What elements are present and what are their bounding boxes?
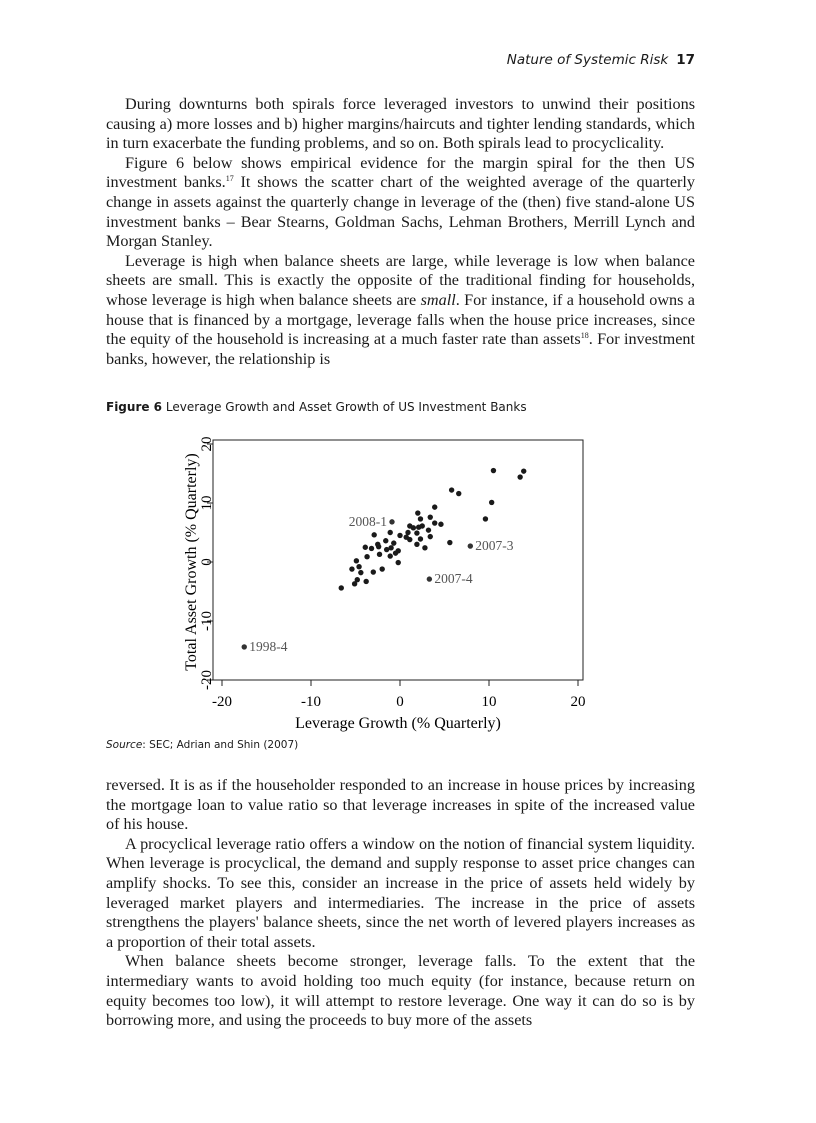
text: Figure 6 below shows empirical evidence for the margin spiral for the then US investment banks. [106,153,695,192]
scatter-point [369,546,374,551]
scatter-point [418,536,423,541]
scatter-point [491,468,496,473]
y-tick-label: -20 [199,670,215,690]
point-label: 1998-4 [249,638,288,654]
scatter-point [396,560,401,565]
scatter-point [415,510,420,515]
source-label: Source [106,739,143,751]
scatter-point [383,538,388,543]
paragraph: During downturns both spirals force leveraged investors to unwind their positions causing a) more losses and b) higher margins/haircuts and tighter lending standards, which in turn exacerbate the funding problems, and so on. Both spirals lead to procyclicality. [106,95,695,153]
scatter-point [420,523,425,528]
scatter-point [432,520,437,525]
scatter-point [364,554,369,559]
text: It shows the scatter chart of the weighted average of the quarterly change in assets against the quarterly change in leverage of the (then) five stand-alone US investment banks – Bear Stearns, Goldman Sachs, Lehman Brothers, Merrill Lynch and Morgan Stanley. [106,173,695,251]
scatter-point [380,566,385,571]
scatter-point [414,530,419,535]
y-tick-label: 0 [199,558,215,566]
scatter-point [388,530,393,535]
scatter-point [388,545,393,550]
scatter-point [407,537,412,542]
scatter-point [391,540,396,545]
point-label: 2007-4 [434,571,473,587]
scatter-point [388,553,393,558]
scatter-point [371,569,376,574]
scatter-point [517,474,522,479]
paragraph: When balance sheets become stronger, leverage falls. To the extent that the intermediary wants to avoid holding too much equity (for instance, because return on equity becomes too low), it will attempt to restore leverage. One way it can do so is by borrowing more, and using the proceeds to buy more of the assets [106,952,695,1030]
page-number: 17 [676,52,695,68]
y-axis-title: Total Asset Growth (% Quarterly) [183,453,200,671]
emphasis: small [420,290,456,309]
scatter-point [393,550,398,555]
scatter-point [371,532,376,537]
point-label: 2008-1 [348,513,387,529]
x-tick-label: 10 [481,694,497,710]
scatter-point [483,516,488,521]
labeled-point [389,519,394,524]
scatter-point [376,544,381,549]
scatter-point [363,545,368,550]
scatter-point [418,516,423,521]
scatter-point [356,564,361,569]
footnote-ref[interactable]: 17 [225,174,234,184]
paragraph: reversed. It is as if the householder responded to an increase in house prices by increasing the mortgage loan to value ratio so that leverage increases in spite of the increased value of his house. [106,776,695,834]
figure-caption [106,400,527,414]
text: . For investment banks, however, the relationship is [106,330,695,368]
scatter-chart [170,430,610,740]
point-label: 2007-3 [475,538,514,554]
scatter-point [432,504,437,509]
scatter-point [489,500,494,505]
text: Leverage is high when balance sheets are large, while leverage is low when balance sheets are small. This is exactly the opposite of the traditional finding for households, whose leverage is high when balance sheets are [106,251,695,309]
scatter-point [377,552,382,557]
scatter-point [354,558,359,563]
scatter-point [426,527,431,532]
scatter-point [349,566,354,571]
scatter-point [456,491,461,496]
scatter-point [449,487,454,492]
scatter-point [411,525,416,530]
x-tick-label: -20 [212,694,232,710]
scatter-point [447,540,452,545]
y-tick-label: -10 [199,611,215,631]
body-text-top [106,95,695,369]
footnote-ref[interactable]: 18 [580,331,589,341]
y-tick-label: 20 [199,436,215,452]
running-title: Nature of Systemic Risk [506,52,669,68]
scatter-point [405,530,410,535]
scatter-point [363,579,368,584]
scatter-point [397,533,402,538]
scatter-point [339,585,344,590]
figure-source [106,739,298,751]
scatter-point [428,514,433,519]
figure-title: Leverage Growth and Asset Growth of US Investment Banks [165,400,527,414]
labeled-point [468,543,473,548]
scatter-point [414,542,419,547]
body-text-bottom [106,776,695,1031]
x-tick-label: 0 [396,694,404,710]
figure-label: Figure 6 [106,400,163,414]
source-text: : SEC; Adrian and Shin (2007) [142,739,299,751]
labeled-point [242,644,247,649]
paragraph: A procyclical leverage ratio offers a window on the notion of financial system liquidity. When leverage is procyclical, the demand and supply response to asset price changes can amplify shocks. To see this, consider an increase in the price of assets held widely by leveraged market players and intermediaries. The increase in the price of assets strengthens the players' balance sheets, since the net worth of levered players increases as a proportion of their total assets. [106,834,695,951]
scatter-point [352,581,357,586]
scatter-point [521,468,526,473]
x-tick-label: 20 [570,694,586,710]
y-tick-label: 10 [199,495,215,511]
labeled-point [427,576,432,581]
running-header [507,52,695,68]
scatter-point [422,545,427,550]
paragraph [106,154,695,252]
scatter-point [358,570,363,575]
scatter-point [428,534,433,539]
x-tick-label: -10 [301,694,321,710]
paragraph [106,252,695,370]
x-axis-title: Leverage Growth (% Quarterly) [295,715,501,732]
scatter-point [438,522,443,527]
text: . For instance, if a household owns a house that is financed by a mortgage, leverage falls when the house price increases, since the equity of the household is increasing at a much faster rate than assets [106,290,695,349]
